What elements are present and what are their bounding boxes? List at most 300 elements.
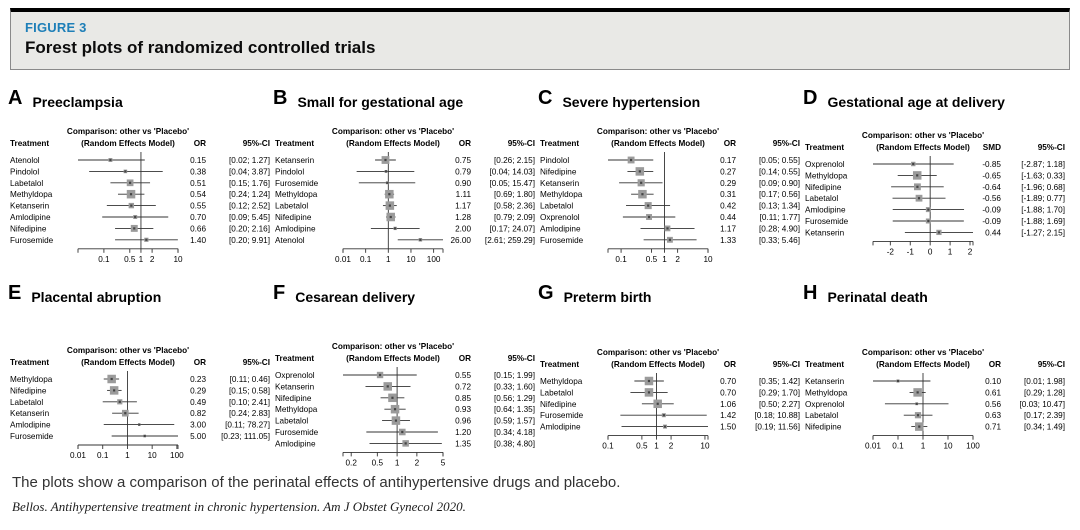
row-ci-value: [0.15; 1.99] (494, 371, 535, 380)
row-ci-value: [-1.27; 2.15] (1021, 228, 1065, 238)
effect-measure-header: OR (193, 358, 206, 367)
axis-tick-label: 1 (662, 254, 667, 264)
row-effect-value: 0.70 (720, 388, 736, 398)
point-estimate-dot (379, 374, 381, 376)
point-estimate-dot (918, 426, 920, 428)
point-estimate-dot (927, 209, 929, 211)
row-effect-value: 0.72 (455, 382, 471, 392)
row-treatment-label: Furosemide (10, 235, 54, 245)
treatment-header: Treatment (805, 360, 845, 369)
row-treatment-label: Oxprenolol (275, 371, 315, 380)
row-ci-value: [0.15; 1.76] (229, 178, 270, 188)
row-ci-value: [0.23; 111.05] (221, 432, 270, 441)
forest-plot-B (273, 124, 537, 282)
axis-tick-label: 0.1 (602, 441, 614, 451)
row-ci-value: [0.05; 15.47] (489, 178, 535, 188)
row-treatment-label: Furosemide (275, 178, 319, 188)
row-effect-value: 1.20 (455, 428, 471, 437)
effect-measure-header: OR (458, 354, 471, 363)
row-effect-value: 0.27 (720, 167, 736, 177)
point-estimate-dot (111, 378, 113, 380)
row-ci-value: [0.34; 4.18] (494, 428, 535, 437)
effect-measure-header: SMD (982, 143, 1001, 152)
model-header: (Random Effects Model) (876, 143, 970, 152)
axis-tick-label: 1 (125, 451, 130, 460)
row-treatment-label: Methyldopa (10, 190, 53, 200)
point-estimate-dot (144, 435, 146, 437)
row-ci-value: [0.12; 2.52] (229, 201, 270, 211)
row-treatment-label: Furosemide (10, 432, 54, 441)
row-treatment-label: Oxprenolol (540, 213, 580, 222)
row-ci-value: [0.17; 24.07] (489, 224, 535, 234)
point-estimate-dot (130, 205, 132, 207)
row-ci-value: [0.13; 1.34] (759, 201, 800, 211)
row-effect-value: 0.63 (985, 411, 1001, 421)
point-estimate-dot (666, 227, 668, 229)
panel-head (8, 88, 272, 122)
axis-tick-label: 1 (138, 254, 144, 264)
row-ci-value: [0.50; 2.27] (759, 399, 800, 409)
axis-tick-label: 0.1 (359, 254, 372, 264)
row-effect-value: -0.09 (982, 217, 1001, 226)
row-ci-value: [0.33; 5.46] (759, 235, 800, 245)
row-ci-value: [0.20; 9.91] (229, 235, 270, 245)
row-ci-value: [0.09; 0.90] (759, 178, 800, 188)
row-effect-value: -0.85 (982, 160, 1001, 169)
row-effect-value: 0.15 (190, 156, 206, 165)
panel-letter: G (538, 282, 554, 304)
row-ci-value: [0.05; 0.55] (759, 156, 800, 165)
panel-title: Severe hypertension (562, 94, 701, 110)
treatment-header: Treatment (540, 360, 580, 369)
figure-title: Forest plots of randomized controlled trials (25, 38, 376, 57)
axis-tick-label: 100 (426, 254, 441, 264)
forest-plot-E (8, 319, 272, 477)
effect-measure-header: OR (458, 139, 471, 148)
row-treatment-label: Nifedipine (275, 393, 312, 403)
row-effect-value: 2.00 (455, 224, 471, 234)
axis-tick-label: 2 (668, 441, 674, 451)
point-estimate-dot (390, 216, 392, 218)
row-ci-value: [0.79; 2.09] (494, 213, 535, 222)
point-estimate-dot (133, 227, 135, 229)
row-treatment-label: Ketanserin (275, 156, 315, 165)
forest-plot-C (538, 124, 802, 282)
row-ci-value: [-1.63; 0.33] (1021, 171, 1065, 181)
forest-panels (0, 88, 1080, 472)
axis-tick-label: 0.1 (892, 441, 904, 451)
row-treatment-label: Amlodipine (275, 224, 316, 234)
panel-D (803, 88, 1067, 282)
point-estimate-dot (391, 397, 393, 399)
row-ci-value: [0.10; 2.41] (229, 397, 270, 407)
row-effect-value: -0.65 (982, 171, 1001, 181)
panel-E (8, 283, 272, 477)
row-effect-value: -0.09 (982, 205, 1001, 215)
row-effect-value: 0.79 (455, 167, 471, 177)
row-ci-value: [0.58; 2.36] (494, 201, 535, 211)
panel-head (803, 88, 1067, 122)
point-estimate-dot (401, 431, 403, 433)
axis-tick-label: 0.01 (335, 254, 351, 264)
row-ci-value: [0.34; 1.49] (1024, 422, 1065, 432)
row-effect-value: 0.85 (455, 393, 471, 403)
comparison-header: Comparison: other vs 'Placebo' (331, 127, 455, 136)
point-estimate-dot (385, 170, 387, 172)
row-ci-value: [0.24; 1.24] (229, 190, 270, 200)
ci-header: 95%-CI (242, 358, 270, 367)
model-header: (Random Effects Model) (346, 139, 440, 148)
axis-tick-label: 2 (149, 254, 155, 264)
point-estimate-dot (917, 414, 919, 416)
row-treatment-label: Ketanserin (540, 178, 580, 188)
point-estimate-dot (648, 380, 650, 382)
comparison-header: Comparison: other vs 'Placebo' (66, 127, 190, 136)
row-treatment-label: Amlodipine (540, 422, 581, 432)
axis-tick-label: 1 (386, 254, 391, 264)
row-treatment-label: Labetalol (10, 178, 44, 188)
row-ci-value: [-1.96; 0.68] (1021, 182, 1065, 192)
row-effect-value: 0.82 (190, 409, 206, 419)
row-ci-value: [0.24; 2.83] (229, 409, 270, 419)
row-treatment-label: Labetalol (805, 411, 839, 421)
row-treatment-label: Nifedipine (805, 182, 842, 192)
row-ci-value: [0.14; 0.55] (759, 167, 800, 177)
panel-letter: H (803, 282, 818, 304)
axis-tick-label: 1 (947, 247, 953, 257)
axis-tick-label: 5 (440, 458, 446, 468)
point-estimate-dot (657, 403, 659, 405)
row-effect-value: 1.06 (720, 399, 736, 409)
row-ci-value: [0.56; 1.29] (494, 393, 535, 403)
row-treatment-label: Nifedipine (275, 213, 312, 222)
treatment-header: Treatment (10, 139, 50, 148)
treatment-header: Treatment (10, 358, 50, 367)
panel-head (538, 283, 802, 317)
panel-F (273, 283, 537, 477)
axis-tick-label: 2 (675, 254, 680, 264)
row-treatment-label: Methyldopa (805, 388, 848, 398)
axis-tick-label: 10 (147, 451, 157, 460)
point-estimate-dot (664, 426, 666, 428)
comparison-header: Comparison: other vs 'Placebo' (596, 127, 720, 136)
row-treatment-label: Nifedipine (10, 386, 47, 396)
row-effect-value: 0.70 (190, 213, 206, 222)
axis-tick-label: 2 (967, 247, 973, 257)
row-ci-value: [0.11; 78.27] (225, 420, 270, 430)
panel-head (273, 88, 537, 122)
row-ci-value: [0.18; 10.88] (754, 411, 800, 421)
row-treatment-label: Pindolol (10, 167, 40, 177)
axis-tick-label: 0.01 (70, 451, 86, 460)
row-treatment-label: Furosemide (540, 235, 584, 245)
row-treatment-label: Methyldopa (10, 375, 53, 384)
point-estimate-dot (916, 403, 918, 405)
point-estimate-dot (669, 239, 671, 241)
ci-header: 95%-CI (772, 139, 800, 148)
comparison-header: Comparison: other vs 'Placebo' (861, 131, 985, 140)
axis-tick-label: 0.5 (636, 441, 648, 451)
point-estimate-dot (630, 159, 632, 161)
axis-tick-label: 0.5 (371, 458, 384, 468)
row-treatment-label: Ketanserin (805, 377, 845, 386)
point-estimate-dot (916, 174, 918, 176)
row-treatment-label: Atenolol (10, 156, 40, 165)
row-effect-value: 0.29 (190, 386, 206, 396)
effect-measure-header: OR (193, 139, 206, 148)
axis-tick-label: 0.5 (124, 254, 136, 264)
panel-title: Gestational age at delivery (827, 94, 1005, 110)
comparison-header: Comparison: other vs 'Placebo' (596, 348, 720, 357)
ci-header: 95%-CI (1037, 143, 1065, 152)
axis-tick-label: 1 (394, 458, 400, 468)
row-effect-value: 1.33 (720, 235, 736, 245)
panel-letter: F (273, 282, 286, 304)
forest-plot-H (803, 319, 1067, 477)
row-ci-value: [-1.89; 0.77] (1021, 194, 1065, 204)
model-header: (Random Effects Model) (346, 354, 440, 363)
point-estimate-dot (938, 231, 940, 233)
row-ci-value: [0.17; 0.56] (759, 190, 800, 200)
ci-header: 95%-CI (1037, 360, 1065, 369)
point-estimate-dot (394, 227, 396, 229)
row-effect-value: -0.64 (982, 182, 1001, 192)
panel-title: Preterm birth (563, 289, 652, 305)
point-estimate-dot (648, 216, 650, 218)
point-estimate-dot (917, 391, 919, 393)
row-effect-value: 0.96 (455, 416, 471, 426)
row-ci-value: [0.20; 2.16] (229, 224, 270, 234)
point-estimate-dot (388, 193, 390, 195)
point-estimate-dot (641, 193, 643, 195)
row-treatment-label: Amlodipine (10, 420, 51, 430)
axis-tick-label: 100 (170, 451, 184, 460)
row-treatment-label: Ketanserin (10, 409, 50, 419)
panel-title: Placental abruption (31, 289, 162, 305)
row-ci-value: [0.09; 5.45] (229, 213, 270, 222)
row-treatment-label: Nifedipine (10, 224, 47, 234)
point-estimate-dot (395, 420, 397, 422)
axis-tick-label: 10 (703, 254, 713, 264)
row-effect-value: 0.90 (455, 178, 471, 188)
row-treatment-label: Amlodipine (805, 205, 846, 215)
ci-header: 95%-CI (772, 360, 800, 369)
row-ci-value: [-1.88; 1.69] (1021, 217, 1065, 226)
effect-measure-header: OR (988, 360, 1001, 369)
forest-plot-G (538, 319, 802, 477)
point-estimate-dot (918, 197, 920, 199)
row-treatment-label: Nifedipine (540, 167, 577, 177)
row-treatment-label: Methyldopa (805, 171, 848, 181)
row-ci-value: [0.11; 1.77] (759, 213, 800, 222)
row-effect-value: 5.00 (190, 432, 206, 441)
axis-tick-label: 0.5 (645, 254, 658, 264)
row-ci-value: [0.35; 1.42] (759, 377, 800, 386)
row-ci-value: [-2.87; 1.18] (1021, 160, 1065, 169)
panel-title: Cesarean delivery (295, 289, 416, 305)
point-estimate-dot (916, 186, 918, 188)
row-treatment-label: Amlodipine (10, 213, 51, 222)
row-effect-value: 0.42 (720, 201, 736, 211)
ci-header: 95%-CI (507, 354, 535, 363)
treatment-header: Treatment (275, 354, 315, 363)
model-header: (Random Effects Model) (611, 360, 705, 369)
row-effect-value: 0.49 (190, 397, 206, 407)
row-effect-value: 0.56 (985, 399, 1001, 409)
ci-header: 95%-CI (242, 139, 270, 148)
panel-letter: A (8, 87, 23, 109)
row-treatment-label: Furosemide (540, 411, 584, 421)
panel-head (803, 283, 1067, 317)
row-effect-value: 0.70 (720, 377, 736, 386)
forest-plot-A (8, 124, 272, 282)
ci-header: 95%-CI (507, 139, 535, 148)
row-ci-value: [0.15; 0.58] (229, 386, 270, 396)
point-estimate-dot (138, 424, 140, 426)
row-treatment-label: Labetalol (540, 388, 574, 398)
axis-tick-label: 0 (927, 247, 933, 257)
forest-plot-F (273, 319, 537, 477)
row-treatment-label: Labetalol (10, 397, 44, 407)
point-estimate-dot (130, 193, 132, 195)
treatment-header: Treatment (275, 139, 315, 148)
axis-tick-label: 1 (654, 441, 659, 451)
row-ci-value: [0.28; 4.90] (759, 224, 800, 234)
row-ci-value: [0.11; 0.46] (229, 375, 270, 384)
axis-tick-label: -2 (886, 247, 894, 257)
row-effect-value: 0.38 (190, 167, 206, 177)
row-treatment-label: Furosemide (805, 217, 849, 226)
figure-label: FIGURE 3 (25, 20, 87, 35)
row-treatment-label: Atenolol (275, 235, 305, 245)
axis-tick-label: 0.2 (345, 458, 357, 468)
panel-letter: D (803, 87, 818, 109)
axis-tick-label: 0.01 (865, 441, 881, 451)
panel-H (803, 283, 1067, 477)
row-ci-value: [0.29; 1.70] (759, 388, 800, 398)
point-estimate-dot (389, 205, 391, 207)
row-treatment-label: Methyldopa (275, 190, 318, 200)
row-effect-value: 0.93 (455, 405, 471, 415)
row-effect-value: 1.11 (455, 190, 471, 200)
point-estimate-dot (639, 170, 641, 172)
point-estimate-dot (647, 205, 649, 207)
row-ci-value: [0.04; 3.87] (229, 167, 270, 177)
row-effect-value: 0.66 (190, 224, 206, 234)
point-estimate-dot (134, 216, 136, 218)
row-ci-value: [0.04; 14.03] (489, 167, 535, 177)
row-ci-value: [0.38; 4.80] (494, 439, 535, 449)
panel-C (538, 88, 802, 282)
point-estimate-dot (419, 239, 421, 241)
row-ci-value: [0.29; 1.28] (1024, 388, 1065, 398)
row-effect-value: 3.00 (190, 420, 206, 430)
row-ci-value: [-1.88; 1.70] (1021, 205, 1065, 215)
row-effect-value: 1.40 (190, 235, 206, 245)
figure-citation: Bellos. Antihypertensive treatment in chronic hypertension. Am J Obstet Gynecol 2020. (12, 499, 466, 514)
row-effect-value: 0.23 (190, 375, 206, 384)
point-estimate-dot (394, 408, 396, 410)
row-ci-value: [0.02; 1.27] (229, 156, 270, 165)
panel-B (273, 88, 537, 282)
treatment-header: Treatment (540, 139, 580, 148)
panel-A (8, 88, 272, 282)
model-header: (Random Effects Model) (81, 139, 175, 148)
point-estimate-dot (897, 380, 899, 382)
panel-title: Perinatal death (827, 289, 928, 305)
effect-measure-header: OR (723, 360, 736, 369)
point-estimate-dot (912, 163, 914, 165)
point-estimate-dot (113, 389, 115, 391)
row-ci-value: [0.26; 2.15] (494, 156, 535, 165)
row-treatment-label: Methyldopa (540, 190, 583, 200)
row-effect-value: 1.17 (455, 201, 471, 211)
row-effect-value: -0.56 (982, 194, 1001, 204)
point-estimate-dot (119, 401, 121, 403)
row-treatment-label: Ketanserin (805, 228, 845, 238)
row-treatment-label: Labetalol (805, 194, 839, 204)
row-ci-value: [0.59; 1.57] (494, 416, 535, 426)
row-treatment-label: Methyldopa (540, 377, 583, 386)
row-effect-value: 0.61 (985, 388, 1001, 398)
axis-tick-label: 10 (173, 254, 183, 264)
row-effect-value: 0.55 (190, 201, 206, 211)
row-treatment-label: Ketanserin (10, 201, 50, 211)
panel-head (8, 283, 272, 317)
row-ci-value: [0.33; 1.60] (494, 382, 535, 392)
axis-tick-label: 100 (966, 441, 980, 451)
axis-tick-label: 10 (943, 441, 953, 451)
point-estimate-dot (129, 182, 131, 184)
point-estimate-dot (640, 182, 642, 184)
row-effect-value: 0.71 (985, 422, 1001, 432)
point-estimate-dot (405, 442, 407, 444)
axis-tick-label: 2 (414, 458, 420, 468)
axis-tick-label: 0.1 (615, 254, 627, 264)
row-treatment-label: Furosemide (275, 428, 319, 437)
row-effect-value: 1.42 (720, 411, 736, 421)
row-ci-value: [0.01; 1.98] (1024, 377, 1065, 386)
row-effect-value: 0.55 (455, 371, 471, 380)
row-treatment-label: Pindolol (275, 167, 305, 177)
row-treatment-label: Nifedipine (805, 422, 842, 432)
model-header: (Random Effects Model) (81, 358, 175, 367)
axis-tick-label: -1 (906, 247, 914, 257)
axis-tick-label: 1 (920, 441, 926, 451)
row-effect-value: 0.44 (985, 228, 1001, 238)
point-estimate-dot (109, 159, 111, 161)
comparison-header: Comparison: other vs 'Placebo' (66, 346, 190, 355)
model-header: (Random Effects Model) (876, 360, 970, 369)
point-estimate-dot (384, 159, 386, 161)
row-ci-value: [0.19; 11.56] (755, 422, 800, 432)
row-treatment-label: Amlodipine (540, 224, 581, 234)
point-estimate-dot (124, 412, 126, 414)
effect-measure-header: OR (723, 139, 736, 148)
model-header: (Random Effects Model) (611, 139, 705, 148)
row-ci-value: [0.64; 1.35] (494, 405, 535, 415)
row-treatment-label: Methyldopa (275, 405, 318, 415)
row-treatment-label: Labetalol (275, 201, 309, 211)
row-treatment-label: Labetalol (275, 416, 309, 426)
row-effect-value: 0.29 (720, 178, 736, 188)
row-treatment-label: Nifedipine (540, 399, 577, 409)
row-ci-value: [0.69; 1.80] (494, 190, 535, 200)
row-effect-value: 1.35 (455, 439, 471, 449)
axis-tick-label: 10 (406, 254, 416, 264)
row-effect-value: 1.50 (720, 422, 736, 432)
row-effect-value: 0.44 (720, 213, 736, 222)
